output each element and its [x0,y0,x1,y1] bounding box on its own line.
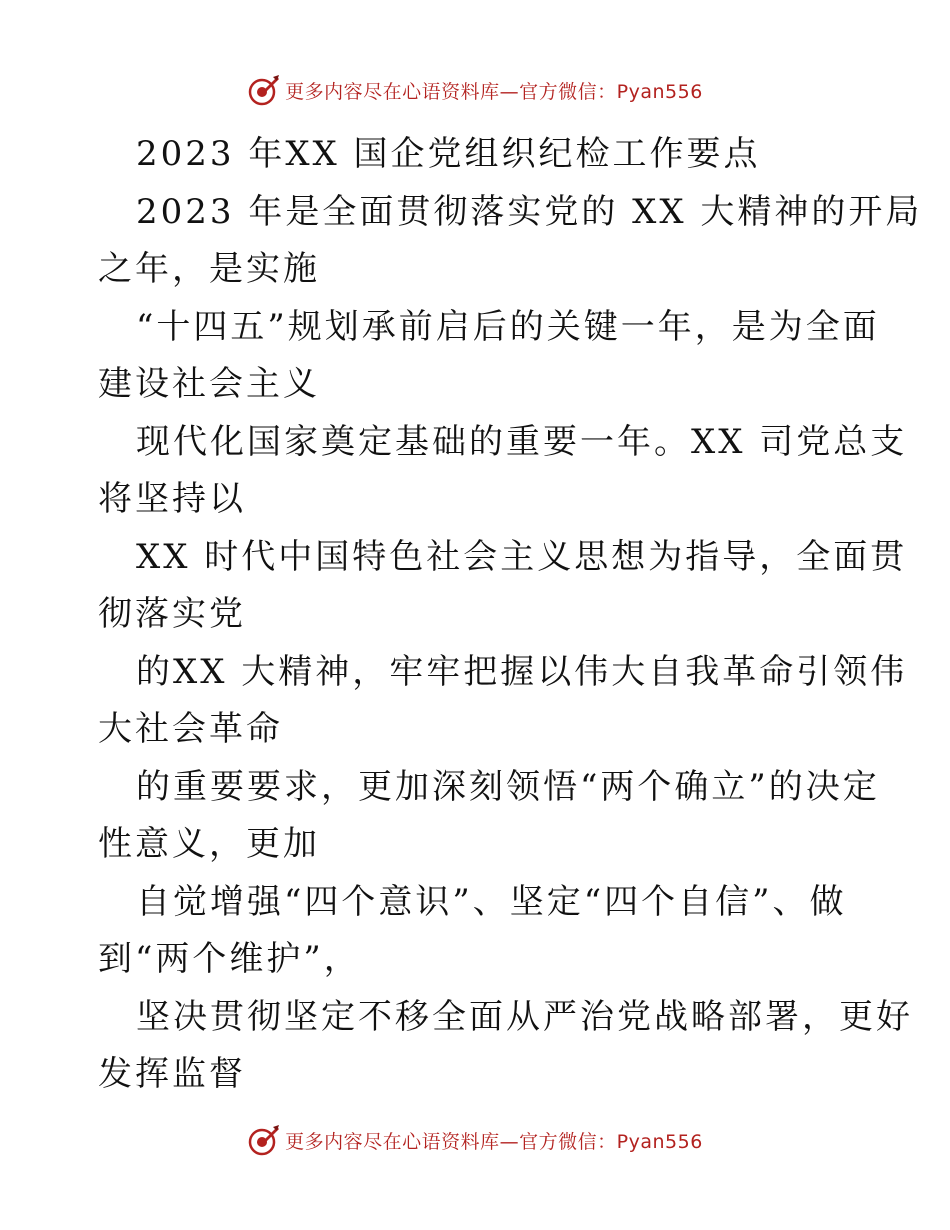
paragraph-line: 2023 年是全面贯彻落实党的 XX 大精神的开局 [136,191,923,232]
paragraph-line: “十四五”规划承前启后的关键一年，是为全面 [136,306,880,347]
paragraph-line: 大社会革命 [98,709,283,749]
paragraph-line: 的重要要求，更加深刻领悟“两个确立”的决定 [136,766,880,807]
document-body [98,126,923,1104]
paragraph-line: 坚决贯彻坚定不移全面从严治党战略部署，更好 [136,996,913,1037]
paragraph-line: 现代化国家奠定基础的重要一年。XX 司党总支 [136,421,908,462]
paragraph-line: 性意义，更加 [98,824,320,864]
pen-logo-icon [247,73,281,107]
watermark-text: 更多内容尽在心语资料库—官方微信：Pyan556 [285,1130,703,1153]
pen-logo-icon [247,1123,281,1157]
paragraph-line: 发挥监督 [98,1054,246,1094]
paragraph-line: 的XX 大精神，牢牢把握以伟大自我革命引领伟 [136,651,908,692]
paragraph-line: 之年，是实施 [98,249,320,289]
paragraph-line: 将坚持以 [98,479,246,519]
paragraph-line: 彻落实党 [98,594,246,634]
paragraph-line: 建设社会主义 [98,364,320,404]
paragraph-line: 到“两个维护”， [98,939,361,979]
header-watermark-banner [0,70,950,110]
document-title: 2023 年XX 国企党组织纪检工作要点 [136,134,761,174]
paragraph-line: XX 时代中国特色社会主义思想为指导，全面贯 [136,536,908,577]
watermark-text: 更多内容尽在心语资料库—官方微信：Pyan556 [285,80,703,103]
footer-watermark-banner [0,1120,950,1160]
paragraph-line: 自觉增强“四个意识”、坚定“四个自信”、做 [136,881,847,922]
